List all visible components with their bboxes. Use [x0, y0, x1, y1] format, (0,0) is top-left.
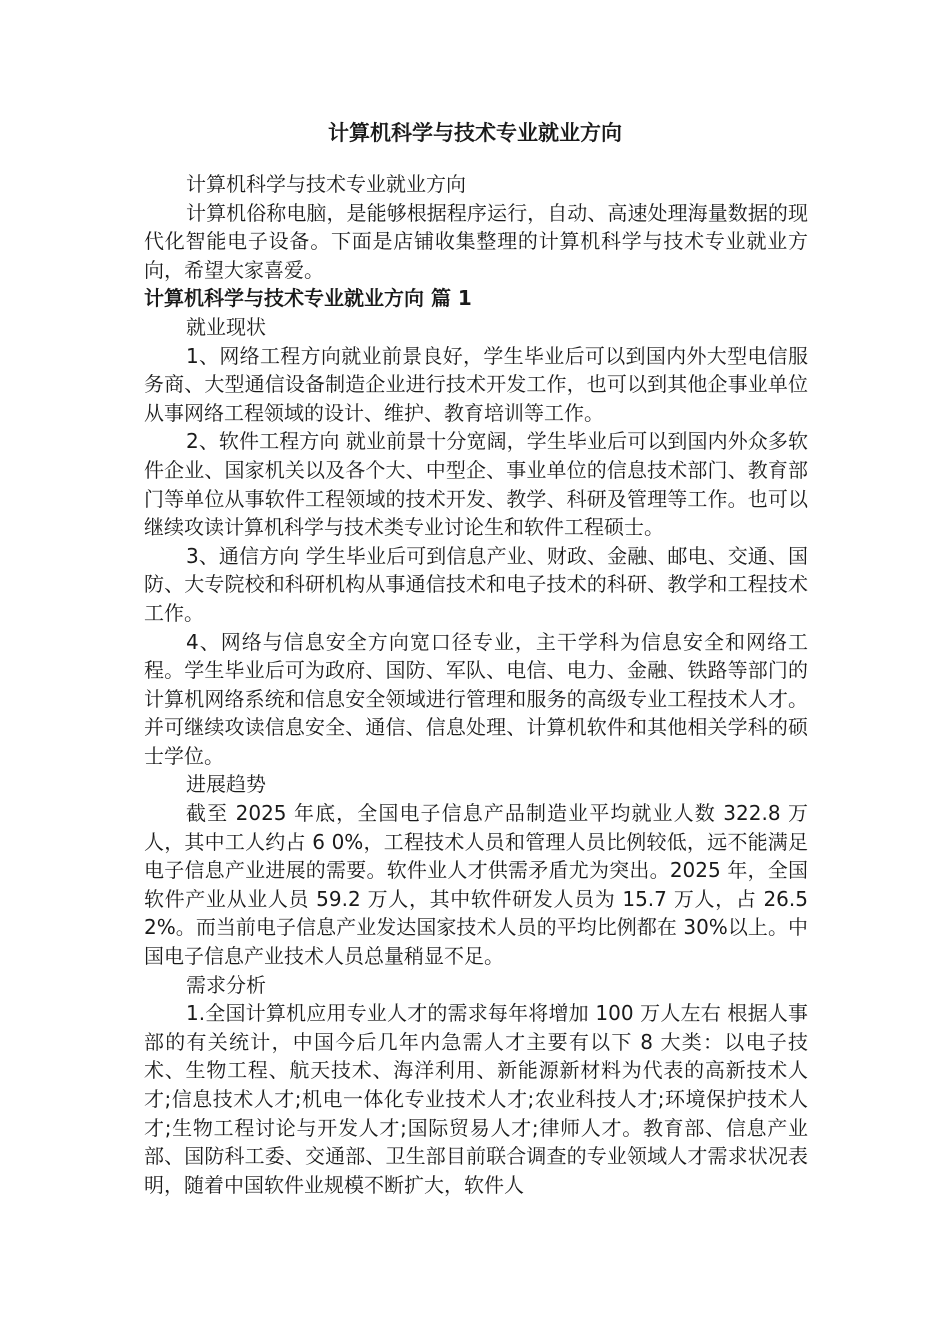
document-title: 计算机科学与技术专业就业方向: [328, 121, 622, 145]
section-heading: 计算机科学与技术专业就业方向 篇 1: [144, 286, 472, 311]
subheading-employment-status: 就业现状: [186, 314, 266, 339]
subheading-development-trend: 进展趋势: [186, 772, 266, 797]
intro-heading: 计算机科学与技术专业就业方向: [186, 172, 466, 196]
paragraph: 2、软件工程方向 就业前景十分宽阔，学生毕业后可以到国内外众多软件企业、国家机关以及各个大、中型企、事业单位的信息技术部门、教育部门等单位从事软件工程领域的技术开发、教学、科研及管理等工作。也可以继续攻读计算机科学与技术类专业讨论生和软件工程硕士。: [144, 429, 808, 540]
paragraph: 4、网络与信息安全方向宽口径专业，主干学科为信息安全和网络工程。学生毕业后可为政府、国防、军队、电信、电力、金融、铁路等部门的计算机网络系统和信息安全领域进行管理和服务的高级专业工程技术人才。并可继续攻读信息安全、通信、信息处理、计算机软件和其他相关学科的硕士学位。: [144, 629, 808, 768]
paragraph: 1.全国计算机应用专业人才的需求每年将增加 100 万人左右 根据人事部的有关统计，中国今后几年内急需人才主要有以下 8 大类：以电子技术、生物工程、航天技术、海洋利用、新能源新材料为代表的高新技术人才;信息技术人才;机电一体化专业技术人才;农业科技人才;环境保护技术人才;生物工程讨论与开发人才;国际贸易人才;律师人才。教育部、信息产业部、国防科工委、交通部、卫生部目前联合调查的专业领域人才需求状况表明，随着中国软件业规模不断扩大，软件人: [144, 1001, 808, 1197]
paragraph: 1、网络工程方向就业前景良好，学生毕业后可以到国内外大型电信服务商、大型通信设备制造企业进行技术开发工作，也可以到其他企事业单位从事网络工程领域的设计、维护、教育培训等工作。: [144, 343, 808, 425]
document-body: [144, 170, 808, 1199]
subheading-demand-analysis: 需求分析: [186, 972, 266, 997]
intro-paragraph: 计算机俗称电脑，是能够根据程序运行，自动、高速处理海量数据的现代化智能电子设备。下面是店铺收集整理的计算机科学与技术专业就业方向，希望大家喜爱。: [144, 200, 808, 282]
paragraph: 截至 2025 年底，全国电子信息产品制造业平均就业人数 322.8 万人，其中工人约占 6 0%，工程技术人员和管理人员比例较低，远不能满足电子信息产业进展的需要。软件业人才供需矛盾尤为突出。2025 年，全国软件产业从业人员 59.2 万人，其中软件研发人员为 15.7 万人，占 26.52%。而当前电子信息产业发达国家技术人员的平均比例都在 30%以上。中国电子信息产业技术人员总量稍显不足。: [144, 801, 808, 969]
paragraph: 3、通信方向 学生毕业后可到信息产业、财政、金融、邮电、交通、国防、大专院校和科研机构从事通信技术和电子技术的科研、教学和工程技术工作。: [144, 543, 808, 625]
